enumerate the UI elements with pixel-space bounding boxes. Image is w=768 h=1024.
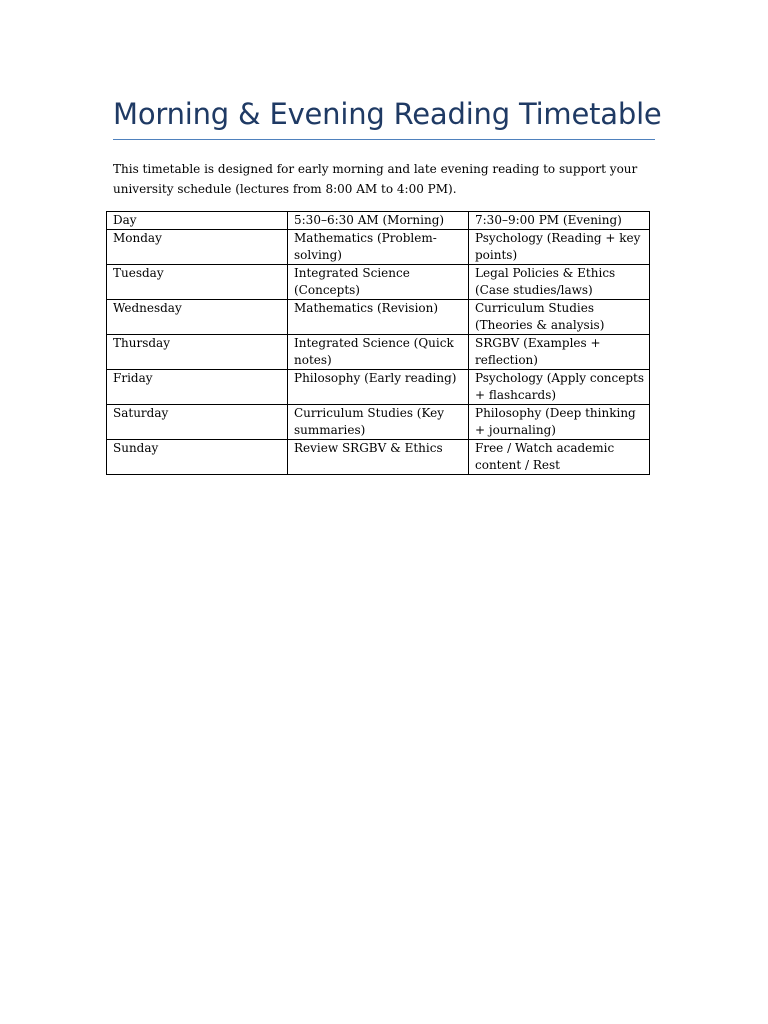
- header-day: Day: [107, 212, 288, 230]
- morning-cell: Integrated Science (Quick notes): [288, 335, 469, 370]
- page-title: Morning & Evening Reading Timetable: [113, 97, 662, 131]
- intro-paragraph: This timetable is designed for early morning and late evening reading to support your university schedule (lectures from 8:00 AM to 4:00 PM).: [113, 162, 638, 196]
- table-row: [107, 335, 650, 370]
- table-row: [107, 405, 650, 440]
- day-cell: Saturday: [107, 405, 288, 440]
- morning-cell: Philosophy (Early reading): [288, 370, 469, 405]
- table-row: [107, 230, 650, 265]
- table-row: [107, 300, 650, 335]
- evening-cell: Curriculum Studies (Theories & analysis): [469, 300, 650, 335]
- day-cell: Sunday: [107, 440, 288, 475]
- table-row: [107, 370, 650, 405]
- morning-cell: Integrated Science (Concepts): [288, 265, 469, 300]
- morning-cell: Review SRGBV & Ethics: [288, 440, 469, 475]
- morning-cell: Curriculum Studies (Key summaries): [288, 405, 469, 440]
- day-cell: Thursday: [107, 335, 288, 370]
- evening-cell: Free / Watch academic content / Rest: [469, 440, 650, 475]
- reading-timetable: [106, 211, 650, 475]
- title-underline: [113, 139, 655, 140]
- evening-cell: Psychology (Apply concepts + flashcards): [469, 370, 650, 405]
- morning-cell: Mathematics (Revision): [288, 300, 469, 335]
- header-evening: 7:30–9:00 PM (Evening): [469, 212, 650, 230]
- day-cell: Wednesday: [107, 300, 288, 335]
- evening-cell: SRGBV (Examples + reflection): [469, 335, 650, 370]
- morning-cell: Mathematics (Problem-solving): [288, 230, 469, 265]
- table-header-row: [107, 212, 650, 230]
- table-row: [107, 265, 650, 300]
- header-morning: 5:30–6:30 AM (Morning): [288, 212, 469, 230]
- table-row: [107, 440, 650, 475]
- day-cell: Monday: [107, 230, 288, 265]
- evening-cell: Legal Policies & Ethics (Case studies/laws): [469, 265, 650, 300]
- day-cell: Tuesday: [107, 265, 288, 300]
- evening-cell: Philosophy (Deep thinking + journaling): [469, 405, 650, 440]
- day-cell: Friday: [107, 370, 288, 405]
- evening-cell: Psychology (Reading + key points): [469, 230, 650, 265]
